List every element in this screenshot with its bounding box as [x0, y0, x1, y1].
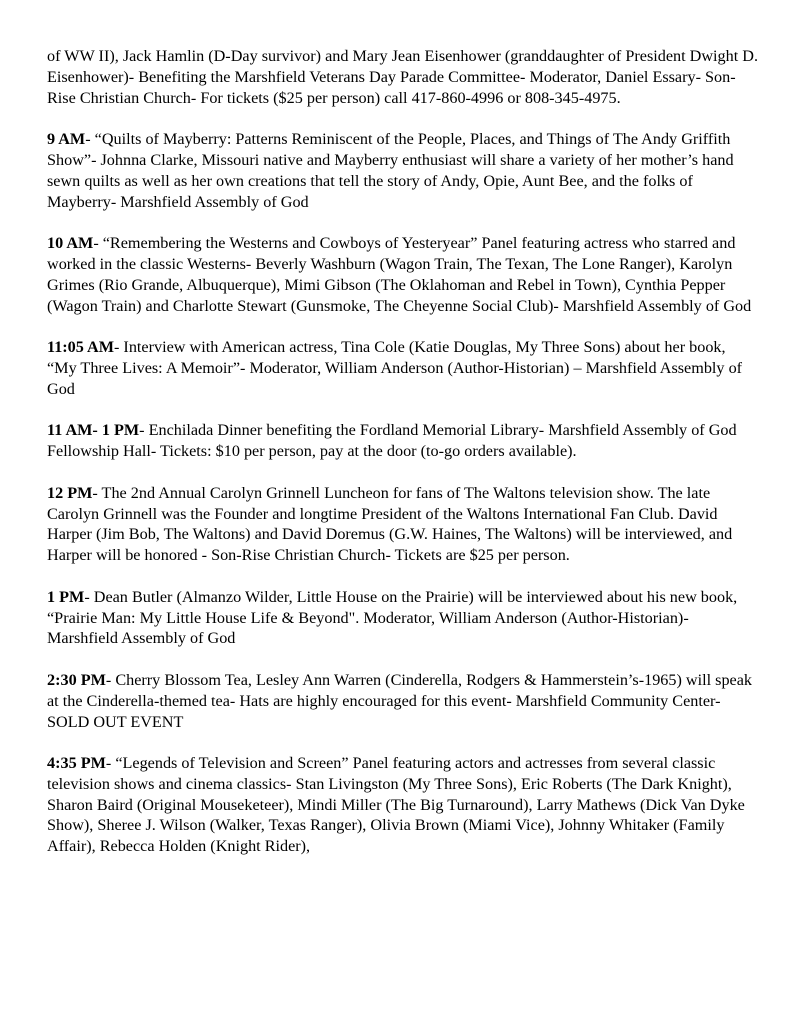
- schedule-entry-10am: [47, 233, 759, 316]
- entry-time: 10 AM: [47, 234, 94, 253]
- entry-text: - “Remembering the Westerns and Cowboys of Yesteryear” Panel featuring actress who starred and worked in the classic Westerns- Beverly Washburn (Wagon Train, The Texan, The Lone Ranger), Karolyn Grimes (Rio Grande, Albuquerque), Mimi Gibson (The Oklahoman and Rebel in Town), Cynthia Pepper (Wagon Train) and Charlotte Stewart (Gunsmoke, The Cheyenne Social Club)- Marshfield Assembly of God: [47, 234, 752, 315]
- entry-text: - “Legends of Television and Screen” Panel featuring actors and actresses from several classic television shows and cinema classics- Stan Livingston (My Three Sons), Eric Roberts (The Dark Knight), Sharon Baird (Original Mouseketeer), Mindi Miller (The Big Turnaround), Larry Mathews (Dick Van Dyke Show), Sheree J. Wilson (Walker, Texas Ranger), Olivia Brown (Miami Vice), Johnny Whitaker (Family Affair), Rebecca Holden (Knight Rider),: [47, 754, 745, 856]
- entry-time: 4:35 PM: [47, 754, 106, 773]
- schedule-entry-435pm: [47, 753, 759, 857]
- schedule-entry-11am-1pm: [47, 420, 759, 462]
- schedule-entry-continued: [47, 46, 759, 108]
- entry-time: 9 AM: [47, 130, 86, 149]
- entry-text: - Interview with American actress, Tina Cole (Katie Douglas, My Three Sons) about her book, “My Three Lives: A Memoir”- Moderator, William Anderson (Author-Historian) – Marshfield Assembly of God: [47, 338, 743, 398]
- entry-text: - Enchilada Dinner benefiting the Fordland Memorial Library- Marshfield Assembly of God Fellowship Hall- Tickets: $10 per person, pay at the door (to-go orders available).: [47, 421, 737, 461]
- entry-text: - Dean Butler (Almanzo Wilder, Little House on the Prairie) will be interviewed about his new book, “Prairie Man: My Little House Life & Beyond". Moderator, William Anderson (Author-Historian)- Marshfield Assembly of God: [47, 587, 738, 648]
- entry-text: - “Quilts of Mayberry: Patterns Reminiscent of the People, Places, and Things of The Andy Griffith Show”- Johnna Clarke, Missouri native and Mayberry enthusiast will share a variety of her mother’s hand sewn quilts as well as her own creations that tell the story of Andy, Opie, Aunt Bee, and the folks of Mayberry- Marshfield Assembly of God: [47, 130, 734, 211]
- entry-time: 12 PM: [47, 483, 93, 502]
- schedule-entry-230pm: [47, 670, 759, 732]
- schedule-entry-1pm: [47, 587, 759, 649]
- schedule-entry-1105am: [47, 337, 759, 399]
- entry-text: - The 2nd Annual Carolyn Grinnell Luncheon for fans of The Waltons television show. The late Carolyn Grinnell was the Founder and longtime President of the Waltons International Fan Club. David Harper (Jim Bob, The Waltons) and David Doremus (G.W. Haines, The Waltons) will be interviewed, and Harper will be honored - Son-Rise Christian Church- Tickets are $25 per person.: [47, 483, 733, 565]
- entry-time: 1 PM: [47, 587, 85, 606]
- entry-text: - Cherry Blossom Tea, Lesley Ann Warren (Cinderella, Rodgers & Hammerstein’s-1965) will speak at the Cinderella-themed tea- Hats are highly encouraged for this event- Marshfield Community Center- SOLD OUT EVENT: [47, 670, 753, 731]
- entry-time: 11:05 AM: [47, 338, 114, 357]
- entry-time: 2:30 PM: [47, 670, 106, 689]
- schedule-document: [47, 46, 759, 878]
- schedule-entry-9am: [47, 129, 759, 212]
- entry-text: of WW II), Jack Hamlin (D-Day survivor) and Mary Jean Eisenhower (granddaughter of President Dwight D. Eisenhower)- Benefiting the Marshfield Veterans Day Parade Committee- Moderator, Daniel Essary- Son-Rise Christian Church- For tickets ($25 per person) call 417-860-4996 or 808-345-4975.: [47, 47, 759, 107]
- entry-time: 11 AM- 1 PM: [47, 421, 140, 440]
- schedule-entry-12pm: [47, 483, 759, 566]
